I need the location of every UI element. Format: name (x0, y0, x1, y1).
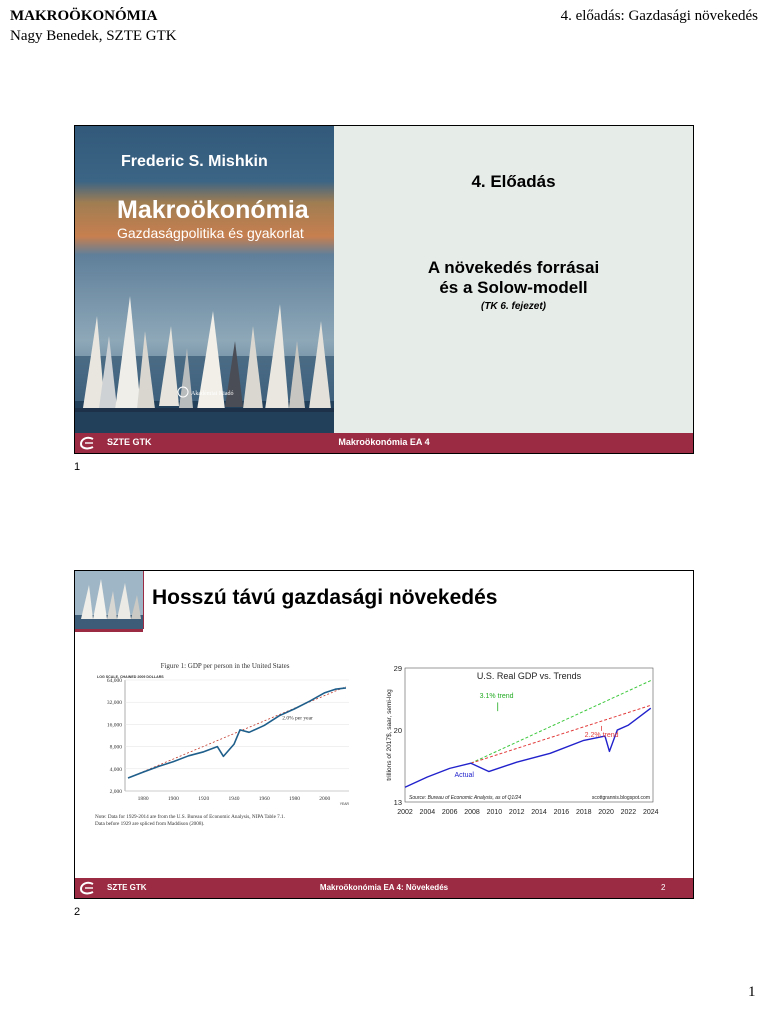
chart-2-actual-label: Actual (454, 771, 474, 779)
chart-1-y-tick: 8,000 (109, 744, 122, 751)
chart-2-x-tick: 2002 (397, 809, 413, 816)
chart-2-x-tick: 2014 (531, 809, 547, 816)
slide-2-title: Hosszú távú gazdasági növekedés (152, 586, 498, 609)
chart-2-trend-low-label: 2.2% trend (584, 731, 619, 739)
slide-title-line-1: A növekedés forrásai (427, 258, 600, 277)
footer-org: SZTE GTK (107, 437, 152, 447)
chart-2-x-tick: 2010 (486, 809, 503, 816)
footer-org: SZTE GTK (107, 883, 147, 892)
chart-1-y-tick: 2,000 (109, 789, 122, 795)
chart-2-trend-high-label: 3.1% trend (479, 693, 514, 701)
title-divider (143, 571, 144, 629)
chart-2-y-tick: 20 (393, 726, 402, 736)
thumbnail-underline (75, 629, 143, 632)
slide-2-footer (75, 878, 693, 898)
book-cover (75, 126, 334, 433)
chart-2-title: U.S. Real GDP vs. Trends (476, 671, 582, 681)
chart-1-note-line: Note: Data for 1929-2014 are from the U.S. Bureau of Economic Analysis, NIPA Table 7.1. (95, 814, 285, 820)
chapter-reference: (TK 6. fejezet) (480, 301, 546, 312)
chart-1-y-tick: 4,000 (109, 766, 122, 773)
slide-2 (74, 570, 694, 899)
chart-2-y-tick: 29 (393, 664, 402, 673)
chart-2-x-tick: 2016 (553, 809, 570, 816)
chart-1-series-line (128, 688, 346, 778)
chart-gdp-per-person (87, 658, 363, 836)
course-title: MAKROÖKONÓMIA (10, 8, 158, 24)
chart-2-x-tick: 2008 (464, 809, 480, 816)
slide-1-footer (75, 433, 693, 453)
chart-1-x-tick: 2000 (319, 796, 331, 802)
footer-slide-number: 2 (661, 883, 666, 892)
page-header-left (10, 6, 177, 46)
slide-1 (74, 125, 694, 454)
chart-1-annotation: 2.0% per year (282, 715, 313, 722)
publisher-name: Akadémiai Kiadó (191, 391, 234, 397)
chart-2-source: Source: Bureau of Economic Analysis, as of Q1/24 (409, 795, 522, 801)
chart-1-note (95, 813, 285, 827)
chart-1-x-tick: 1920 (198, 796, 210, 802)
page-number: 1 (748, 984, 756, 1000)
thumbnail-art (75, 571, 143, 629)
cover-subtitle: Gazdaságpolitika és gyakorlat (117, 225, 304, 241)
cover-author: Frederic S. Mishkin (121, 153, 268, 170)
footer-course: Makroökonómia EA 4: Növekedés (319, 883, 449, 892)
slide-title-line-2: és a Solow-modell (439, 278, 588, 297)
title-panel (334, 126, 693, 433)
chart-2-credit: scottgrannis.blogspot.com (591, 795, 650, 801)
chart-1-trend-line (128, 687, 346, 778)
chart-2-x-tick: 2012 (508, 809, 525, 816)
chart-1-y-tick: 64,000 (106, 678, 122, 684)
chart-2-x-tick: 2004 (419, 809, 436, 816)
chart-real-gdp-trends (381, 660, 663, 822)
sailboat-thumbnail (75, 571, 143, 629)
chart-1-xlabel: YEAR (339, 802, 349, 806)
chart-2-y-tick: 13 (393, 798, 402, 807)
footer-course: Makroökonómia EA 4 (338, 437, 430, 447)
chart-2-x-tick: 2018 (575, 809, 592, 816)
chart-1-x-tick: 1880 (137, 796, 149, 802)
chart-2-x-tick: 2024 (642, 809, 659, 816)
cover-title: Makroökonómia (117, 196, 309, 224)
chart-1-title: Figure 1: GDP per person in the United States (160, 662, 290, 670)
chart-1-note-line: Data before 1929 are spliced from Maddison (2008). (95, 821, 205, 827)
slide-2-number: 2 (74, 906, 81, 918)
chart-2-svg (381, 660, 663, 822)
chart-2-x-tick: 2022 (620, 809, 637, 816)
lecture-title: 4. előadás: Gazdasági növekedés (560, 8, 758, 24)
chart-1-y-tick: 16,000 (106, 722, 122, 729)
author-line: Nagy Benedek, SZTE GTK (10, 28, 177, 44)
chart-2-ylabel: trillions of 2017$, saar, semi-log (386, 689, 393, 781)
slide-1-number: 1 (74, 461, 81, 473)
chart-1-y-tick: 32,000 (106, 700, 122, 707)
book-cover-art (75, 126, 334, 433)
chart-1-x-tick: 1900 (167, 796, 179, 802)
chart-1-x-tick: 1940 (228, 796, 240, 802)
lecture-label: 4. Előadás (471, 172, 556, 191)
chart-1-ylabel: LOG SCALE, CHAINED 2009 DOLLARS (97, 675, 164, 679)
chart-1-x-tick: 1960 (258, 796, 270, 802)
chart-2-x-tick: 2020 (598, 809, 614, 816)
chart-2-x-tick: 2006 (441, 809, 458, 816)
chart-1-x-tick: 1980 (289, 796, 301, 802)
chart-1-svg (87, 658, 363, 836)
